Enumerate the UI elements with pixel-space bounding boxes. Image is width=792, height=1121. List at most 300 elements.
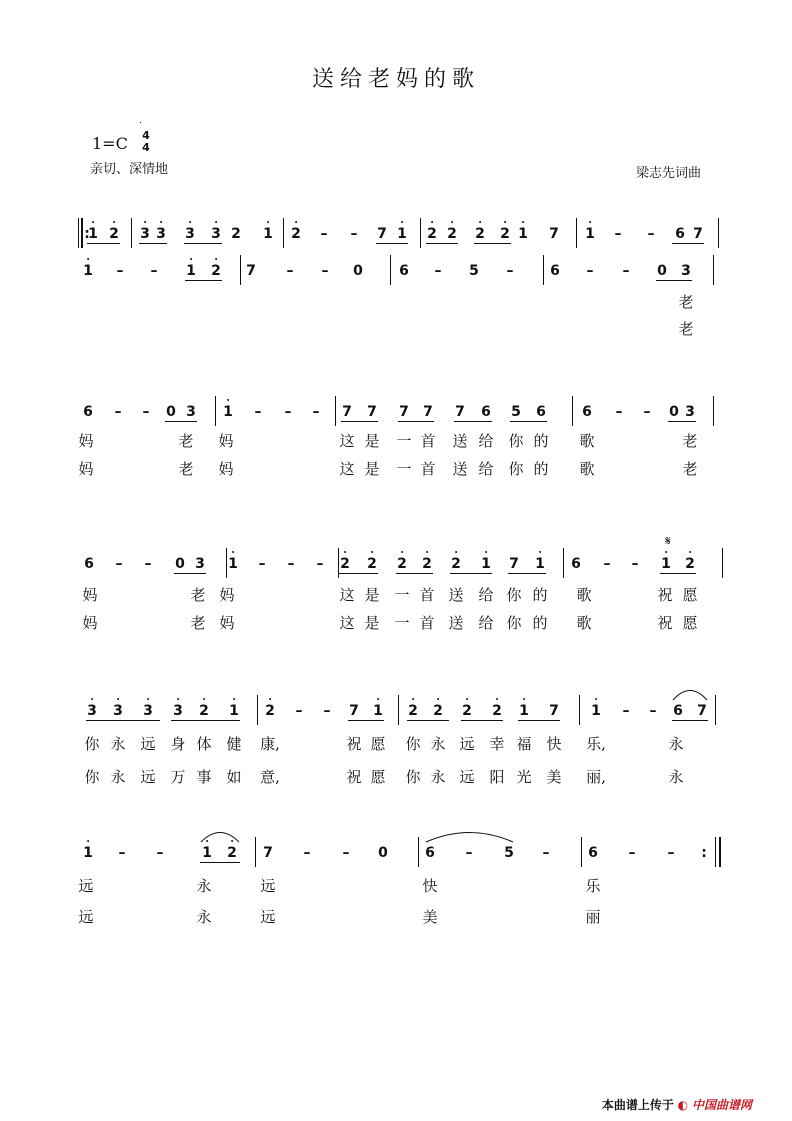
dash-note: – <box>649 703 657 719</box>
dash-note: – <box>628 845 636 861</box>
note: 3 <box>185 226 195 242</box>
dash-note: – <box>465 845 473 861</box>
note: 1 <box>535 556 545 572</box>
lyric-syllable: 送 <box>452 460 468 478</box>
note: 0 <box>657 263 667 279</box>
key-signature: 1=C <box>92 134 128 153</box>
note: 1 <box>263 226 273 242</box>
barline <box>722 548 723 578</box>
octave-dot <box>269 698 271 700</box>
barline <box>335 396 336 426</box>
dash-note: – <box>284 404 292 420</box>
octave-dot <box>87 840 89 842</box>
note: 6 <box>481 404 491 420</box>
beam-underline <box>376 243 408 244</box>
footer-brand: 中国曲谱网 <box>691 1098 752 1112</box>
octave-dot <box>522 221 524 223</box>
octave-dot <box>91 698 93 700</box>
beam-underline <box>518 720 560 721</box>
beam-underline <box>656 280 692 281</box>
beam-underline <box>87 243 120 244</box>
dash-note: – <box>434 263 442 279</box>
octave-dot <box>295 221 297 223</box>
lyric-syllable: 给 <box>478 460 494 478</box>
lyric-syllable: 是 <box>364 614 380 632</box>
barline <box>420 218 421 248</box>
lyric-syllable: 歌 <box>579 460 595 478</box>
note: 1 <box>186 263 196 279</box>
note: 1 <box>373 703 383 719</box>
lyric-syllable: 美 <box>546 768 562 786</box>
note: 2 <box>475 226 485 242</box>
lyric-syllable: 一 <box>394 614 410 632</box>
lyric-syllable: 老 <box>678 320 694 338</box>
barline <box>572 396 573 426</box>
lyric-syllable: 远 <box>459 735 475 753</box>
lyric-syllable: 永 <box>668 768 684 786</box>
dash-note: – <box>115 556 123 572</box>
lyric-syllable: 这 <box>339 460 355 478</box>
lyric-syllable: 远 <box>140 768 156 786</box>
lyric-syllable: 的 <box>532 614 548 632</box>
dash-note: – <box>622 703 630 719</box>
note: 0 <box>175 556 185 572</box>
note: 1 <box>223 404 233 420</box>
beam-underline <box>139 243 167 244</box>
barline <box>390 255 391 285</box>
site-logo-icon: ◐ <box>677 1098 689 1112</box>
lyric-syllable: 妈 <box>218 432 234 450</box>
octave-dot <box>377 698 379 700</box>
lyric-syllable: 歌 <box>576 614 592 632</box>
note: 0 <box>353 263 363 279</box>
note: 1 <box>88 226 98 242</box>
dash-note: – <box>142 404 150 420</box>
note: 2 <box>685 556 695 572</box>
beam-underline <box>672 243 704 244</box>
lyric-syllable: 一 <box>396 460 412 478</box>
repeat-start-barline <box>78 218 79 248</box>
barline <box>131 218 132 248</box>
lyric-syllable: 如 <box>226 768 242 786</box>
lyric-syllable: 送 <box>448 614 464 632</box>
octave-dot <box>117 698 119 700</box>
dash-note: – <box>150 263 158 279</box>
barline <box>257 695 258 725</box>
dash-note: – <box>647 226 655 242</box>
lyric-syllable: 远 <box>78 908 94 926</box>
dash-note: – <box>631 556 639 572</box>
octave-dot <box>232 551 234 553</box>
note: 2 <box>367 556 377 572</box>
lyric-syllable: 乐 <box>585 877 601 895</box>
dash-note: – <box>258 556 266 572</box>
dash-note: – <box>342 845 350 861</box>
note: 6 <box>425 845 435 861</box>
note: 7 <box>693 226 703 242</box>
lyric-syllable: 一 <box>396 432 412 450</box>
lyric-syllable: 光 <box>516 768 532 786</box>
beam-underline <box>510 421 547 422</box>
note: 1 <box>397 226 407 242</box>
dash-note: – <box>614 226 622 242</box>
lyric-syllable: 身 <box>170 735 186 753</box>
segno-sign: 𝄋 <box>665 534 671 549</box>
barline <box>543 255 544 285</box>
barline <box>715 695 716 725</box>
beam-underline <box>398 421 434 422</box>
barline <box>255 837 256 867</box>
lyric-syllable: 老 <box>178 432 194 450</box>
beam-underline <box>200 862 240 863</box>
dash-note: – <box>506 263 514 279</box>
barline <box>713 396 714 426</box>
note: 2 <box>500 226 510 242</box>
dash-note: – <box>295 703 303 719</box>
octave-dot <box>215 258 217 260</box>
beam-underline <box>461 720 503 721</box>
note: 0 <box>669 404 679 420</box>
octave-dot <box>371 551 373 553</box>
lyric-syllable: 意, <box>260 768 280 786</box>
lyric-syllable: 妈 <box>218 460 234 478</box>
octave-dot <box>523 698 525 700</box>
dash-note: – <box>586 263 594 279</box>
notation-row <box>0 226 792 250</box>
note: 7 <box>423 404 433 420</box>
barline <box>713 255 714 285</box>
beam-underline <box>672 720 708 721</box>
note: 2 <box>211 263 221 279</box>
note: 3 <box>186 404 196 420</box>
lyric-syllable: 愿 <box>370 735 386 753</box>
dash-note: – <box>312 404 320 420</box>
lyric-syllable: 妈 <box>82 586 98 604</box>
dash-note: – <box>643 404 651 420</box>
note: 5 <box>511 404 521 420</box>
barline <box>576 218 577 248</box>
lyric-syllable: 远 <box>459 768 475 786</box>
lyric-syllable: 老 <box>678 293 694 311</box>
beam-underline <box>185 280 222 281</box>
octave-dot <box>595 698 597 700</box>
note: 1 <box>585 226 595 242</box>
lyric-syllable: 歌 <box>576 586 592 604</box>
repeat-end-barline <box>715 837 716 867</box>
lyric-syllable: 你 <box>84 768 100 786</box>
note: 5 <box>504 845 514 861</box>
octave-dot <box>412 698 414 700</box>
note: 6 <box>588 845 598 861</box>
note: 3 <box>113 703 123 719</box>
lyric-syllable: 老 <box>178 460 194 478</box>
repeat-start-barline <box>81 218 82 248</box>
lyric-syllable: 丽, <box>586 768 606 786</box>
lyric-syllable: 美 <box>422 908 438 926</box>
notation-row <box>0 703 792 727</box>
beam-underline <box>454 421 492 422</box>
dash-note: – <box>622 263 630 279</box>
barline <box>579 695 580 725</box>
lyric-syllable: 万 <box>170 768 186 786</box>
lyric-syllable: 永 <box>110 768 126 786</box>
lyric-syllable: 首 <box>420 460 436 478</box>
barline <box>581 837 582 867</box>
dash-note: – <box>320 226 328 242</box>
notation-row <box>0 263 792 287</box>
tempo-marking: 亲切、深情地 <box>90 162 169 177</box>
note: 0 <box>166 404 176 420</box>
beam-underline <box>474 243 511 244</box>
lyric-syllable: 体 <box>196 735 212 753</box>
note: 1 <box>202 845 212 861</box>
lyric-syllable: 乐, <box>586 735 606 753</box>
lyric-syllable: 远 <box>260 908 276 926</box>
octave-dot <box>437 698 439 700</box>
lyric-syllable: 送 <box>452 432 468 450</box>
beam-underline <box>407 720 449 721</box>
note: 2 <box>492 703 502 719</box>
beam-underline <box>660 573 696 574</box>
lyric-syllable: 永 <box>110 735 126 753</box>
lyric-syllable: 妈 <box>82 614 98 632</box>
note: 6 <box>571 556 581 572</box>
octave-dot <box>160 221 162 223</box>
lyric-syllable: 福 <box>516 735 532 753</box>
note: 6 <box>582 404 592 420</box>
note: 3 <box>143 703 153 719</box>
octave-dot <box>344 551 346 553</box>
note: 7 <box>549 703 559 719</box>
lyric-syllable: 你 <box>506 586 522 604</box>
lyric-syllable: 永 <box>430 768 446 786</box>
octave-dot <box>479 221 481 223</box>
note: 2 <box>109 226 119 242</box>
beam-underline <box>426 243 458 244</box>
lyric-syllable: 给 <box>478 586 494 604</box>
lyric-syllable: 的 <box>533 432 549 450</box>
barline <box>563 548 564 578</box>
lyric-syllable: 快 <box>422 877 438 895</box>
dash-note: – <box>116 263 124 279</box>
dash-note: – <box>316 556 324 572</box>
dash-note: – <box>118 845 126 861</box>
lyric-syllable: 老 <box>682 460 698 478</box>
note: 3 <box>156 226 166 242</box>
note: 2 <box>447 226 457 242</box>
footer <box>602 1096 752 1113</box>
lyric-syllable: 健 <box>226 735 242 753</box>
note: 6 <box>84 556 94 572</box>
beam-underline <box>348 720 384 721</box>
dash-note: – <box>542 845 550 861</box>
lyric-syllable: 首 <box>420 432 436 450</box>
octave-dot <box>451 221 453 223</box>
lyric-syllable: 一 <box>394 586 410 604</box>
barline <box>418 837 419 867</box>
octave-dot <box>665 551 667 553</box>
note: 1 <box>228 556 238 572</box>
lyric-syllable: 幸 <box>489 735 505 753</box>
beam-underline <box>184 243 222 244</box>
lyric-syllable: 你 <box>405 768 421 786</box>
repeat-dots: : <box>84 226 90 242</box>
lyric-syllable: 祝 <box>346 768 362 786</box>
octave-dot <box>189 221 191 223</box>
lyric-syllable: 这 <box>339 614 355 632</box>
dash-note: – <box>615 404 623 420</box>
octave-dot <box>485 551 487 553</box>
lyric-syllable: 远 <box>260 877 276 895</box>
note: 3 <box>87 703 97 719</box>
lyric-syllable: 给 <box>478 432 494 450</box>
lyric-syllable: 永 <box>196 877 212 895</box>
lyric-syllable: 永 <box>668 735 684 753</box>
octave-dot <box>147 698 149 700</box>
barline <box>82 218 83 248</box>
octave-dot <box>504 221 506 223</box>
octave-dot <box>401 221 403 223</box>
lyric-syllable: 事 <box>196 768 212 786</box>
lyric-syllable: 的 <box>532 586 548 604</box>
note: 3 <box>173 703 183 719</box>
beam-underline <box>668 421 696 422</box>
notation-row <box>0 845 792 869</box>
octave-dot <box>203 698 205 700</box>
lyric-syllable: 的 <box>533 460 549 478</box>
lyric-syllable: 丽 <box>585 908 601 926</box>
note: 6 <box>536 404 546 420</box>
note: 1 <box>481 556 491 572</box>
slur-mark <box>672 687 708 701</box>
note: 7 <box>549 226 559 242</box>
lyric-syllable: 祝 <box>657 586 673 604</box>
dash-note: – <box>286 263 294 279</box>
lyric-syllable: 老 <box>682 432 698 450</box>
lyric-syllable: 愿 <box>682 614 698 632</box>
octave-dot <box>215 221 217 223</box>
lyric-syllable: 老 <box>190 614 206 632</box>
barline <box>398 695 399 725</box>
dash-note: – <box>287 556 295 572</box>
octave-dot <box>589 221 591 223</box>
slur-mark <box>425 829 514 843</box>
note: 1 <box>519 703 529 719</box>
lyric-syllable: 妈 <box>219 614 235 632</box>
barline <box>718 218 719 248</box>
lyric-syllable: 永 <box>196 908 212 926</box>
note: 5 <box>469 263 479 279</box>
beam-underline <box>165 421 197 422</box>
octave-dot <box>177 698 179 700</box>
octave-dot <box>455 551 457 553</box>
lyric-syllable: 你 <box>405 735 421 753</box>
octave-dot <box>466 698 468 700</box>
note: 2 <box>199 703 209 719</box>
note: 2 <box>433 703 443 719</box>
note: 6 <box>550 263 560 279</box>
note: 2 <box>462 703 472 719</box>
dash-note: – <box>323 703 331 719</box>
beam-underline <box>339 573 378 574</box>
beam-underline <box>341 421 378 422</box>
note: 6 <box>675 226 685 242</box>
lyric-syllable: 你 <box>506 614 522 632</box>
barline <box>226 548 227 578</box>
dash-note: – <box>350 226 358 242</box>
lyric-syllable: 送 <box>448 586 464 604</box>
lyric-syllable: 妈 <box>219 586 235 604</box>
octave-dot <box>496 698 498 700</box>
note: 1 <box>83 263 93 279</box>
time-signature-top: 4 <box>142 129 150 142</box>
note: 1 <box>661 556 671 572</box>
note: 1 <box>518 226 528 242</box>
note: 7 <box>697 703 707 719</box>
dash-note: – <box>303 845 311 861</box>
note: 2 <box>427 226 437 242</box>
dash-note: – <box>144 556 152 572</box>
note: 3 <box>685 404 695 420</box>
lyric-syllable: 是 <box>364 460 380 478</box>
lyric-syllable: 快 <box>546 735 562 753</box>
octave-dot <box>426 551 428 553</box>
octave-dot <box>401 551 403 553</box>
lyric-syllable: 歌 <box>579 432 595 450</box>
beam-underline <box>508 573 546 574</box>
octave-dot <box>92 221 94 223</box>
lyric-syllable: 永 <box>430 735 446 753</box>
barline <box>215 396 216 426</box>
note: 7 <box>263 845 273 861</box>
dash-note: – <box>156 845 164 861</box>
notation-row <box>0 556 792 580</box>
note: 3 <box>195 556 205 572</box>
lyric-syllable: 首 <box>419 586 435 604</box>
note: 7 <box>342 404 352 420</box>
dash-note: – <box>603 556 611 572</box>
lyric-syllable: 祝 <box>346 735 362 753</box>
lyric-syllable: 远 <box>140 735 156 753</box>
octave-dot <box>227 399 229 401</box>
repeat-end-barline <box>719 837 721 867</box>
note: 2 <box>227 845 237 861</box>
footer-text: 本曲谱上传于 <box>601 1098 674 1112</box>
note: 7 <box>367 404 377 420</box>
lyric-syllable: 妈 <box>78 460 94 478</box>
note: 2 <box>422 556 432 572</box>
notation-row <box>0 404 792 428</box>
octave-dot <box>233 698 235 700</box>
lyric-syllable: 妈 <box>78 432 94 450</box>
time-signature-bottom: 4 <box>142 141 150 154</box>
note: 1 <box>229 703 239 719</box>
lyric-syllable: 给 <box>478 614 494 632</box>
barline <box>283 218 284 248</box>
lyric-syllable: 祝 <box>657 614 673 632</box>
octave-dot <box>431 221 433 223</box>
octave-dot <box>87 258 89 260</box>
barline <box>240 255 241 285</box>
note: 2 <box>291 226 301 242</box>
note: 7 <box>455 404 465 420</box>
note: 7 <box>246 263 256 279</box>
lyric-syllable: 你 <box>508 460 524 478</box>
note: 7 <box>399 404 409 420</box>
note: 2 <box>397 556 407 572</box>
note: 1 <box>83 845 93 861</box>
slur-mark <box>200 829 240 843</box>
